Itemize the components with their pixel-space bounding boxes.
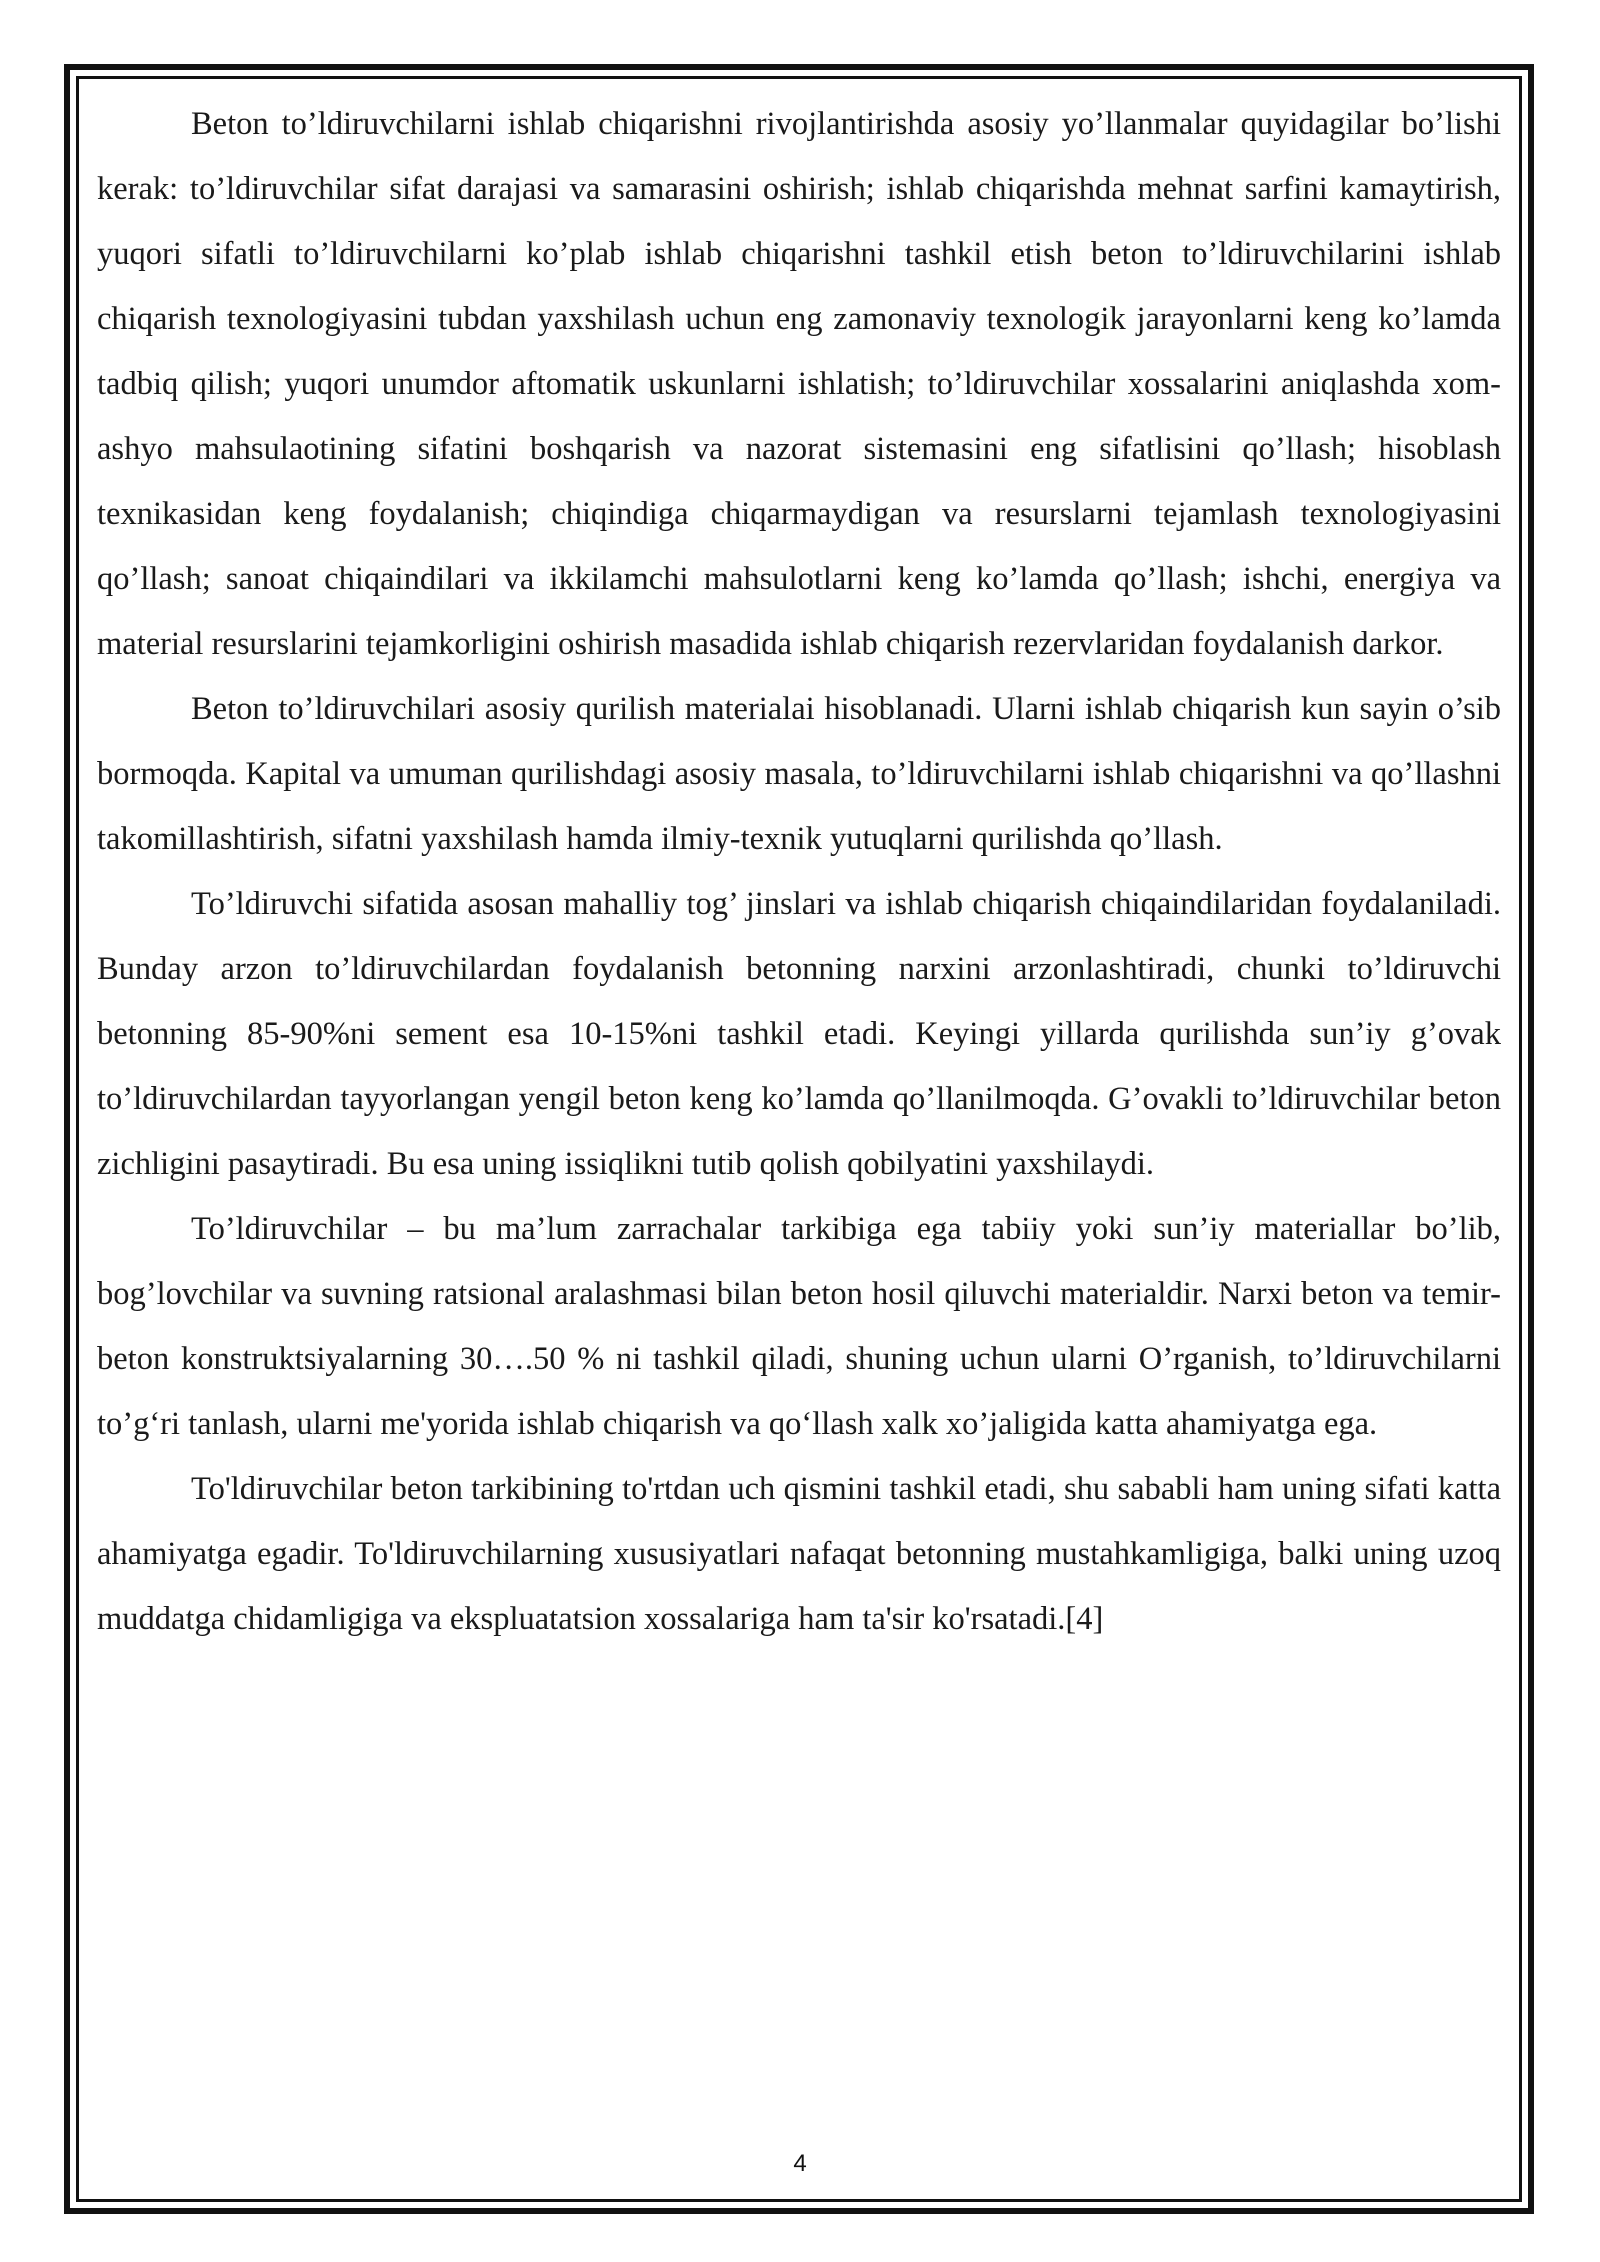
paragraph-4: To’ldiruvchilar – bu ma’lum zarrachalar tarkibiga ega tabiiy yoki sun’iy materiallar bo’lib, bog’lovchilar va suvning ratsional aralashmasi bilan beton hosil qiluvchi materialdir. Narxi beton va temir-beton konstruktsiyalarning 30….50 % ni tashkil qiladi, shuning uchun ularni O’rganish, to’ldiruvchilarni to’g‘ri tanlash, ularni me'yorida ishlab chiqarish va qo‘llash xalk xo’jaligida katta ahamiyatga ega. — [97, 1211, 1501, 1442]
page-number: 4 — [793, 2150, 807, 2177]
paragraph-3: To’ldiruvchi sifatida asosan mahalliy tog’ jinslari va ishlab chiqarish chiqaindilaridan foydalaniladi. Bunday arzon to’ldiruvchilardan foydalanish betonning narxini arzonlashtiradi, chunki to’ldiruvchi betonning 85-90%ni sement esa 10-15%ni tashkil etadi. Keyingi yillarda qurilishda sun’iy g’ovak to’ldiruvchilardan tayyorlangan yengil beton keng ko’lamda qo’llanilmoqda. G’ovakli to’ldiruvchilar beton zichligini pasaytiradi. Bu esa uning issiqlikni tutib qolish qobilyatini yaxshilaydi. — [97, 886, 1501, 1182]
paragraph-1: Beton to’ldiruvchilarni ishlab chiqarishni rivojlantirishda asosiy yo’llanmalar quyidagilar bo’lishi kerak: to’ldiruvchilar sifat darajasi va samarasini oshirish; ishlab chiqarishda mehnat sarfini kamaytirish, yuqori sifatli to’ldiruvchilarni ko’plab ishlab chiqarishni tashkil etish beton to’ldiruvchilarini ishlab chiqarish texnologiyasini tubdan yaxshilash uchun eng zamonaviy texnologik jarayonlarni keng ko’lamda tadbiq qilish; yuqori unumdor aftomatik uskunlarni ishlatish; to’ldiruvchilar xossalarini aniqlashda xom-ashyo mahsulaotining sifatini boshqarish va nazorat sistemasini eng sifatlisini qo’llash; hisoblash texnikasidan keng foydalanish; chiqindiga chiqarmaydigan va resurslarni tejamlash texnologiyasini qo’llash; sanoat chiqaindilari va ikkilamchi mahsulotlarni keng ko’lamda qo’llash; ishchi, energiya va material resurslarini tejamkorligini oshirish masadida ishlab chiqarish rezervlaridan foydalanish darkor. — [97, 106, 1501, 662]
paragraph-5: To'ldiruvchilar beton tarkibining to'rtdan uch qismini tashkil etadi, shu sababli ham uning sifati katta ahamiyatga egadir. To'ldiruvchilarning xususiyatlari nafaqat betonning mustahkamligiga, balki uning uzoq muddatga chidamligiga va ekspluatatsion xossalariga ham ta'sir ko'rsatadi.[4] — [97, 1471, 1501, 1637]
document-body — [97, 92, 1501, 1652]
paragraph-2: Beton to’ldiruvchilari asosiy qurilish materialai hisoblanadi. Ularni ishlab chiqarish kun sayin o’sib bormoqda. Kapital va umuman qurilishdagi asosiy masala, to’ldiruvchilarni ishlab chiqarishni va qo’llashni takomillashtirish, sifatni yaxshilash hamda ilmiy-texnik yutuqlarni qurilishda qo’llash. — [97, 691, 1501, 857]
